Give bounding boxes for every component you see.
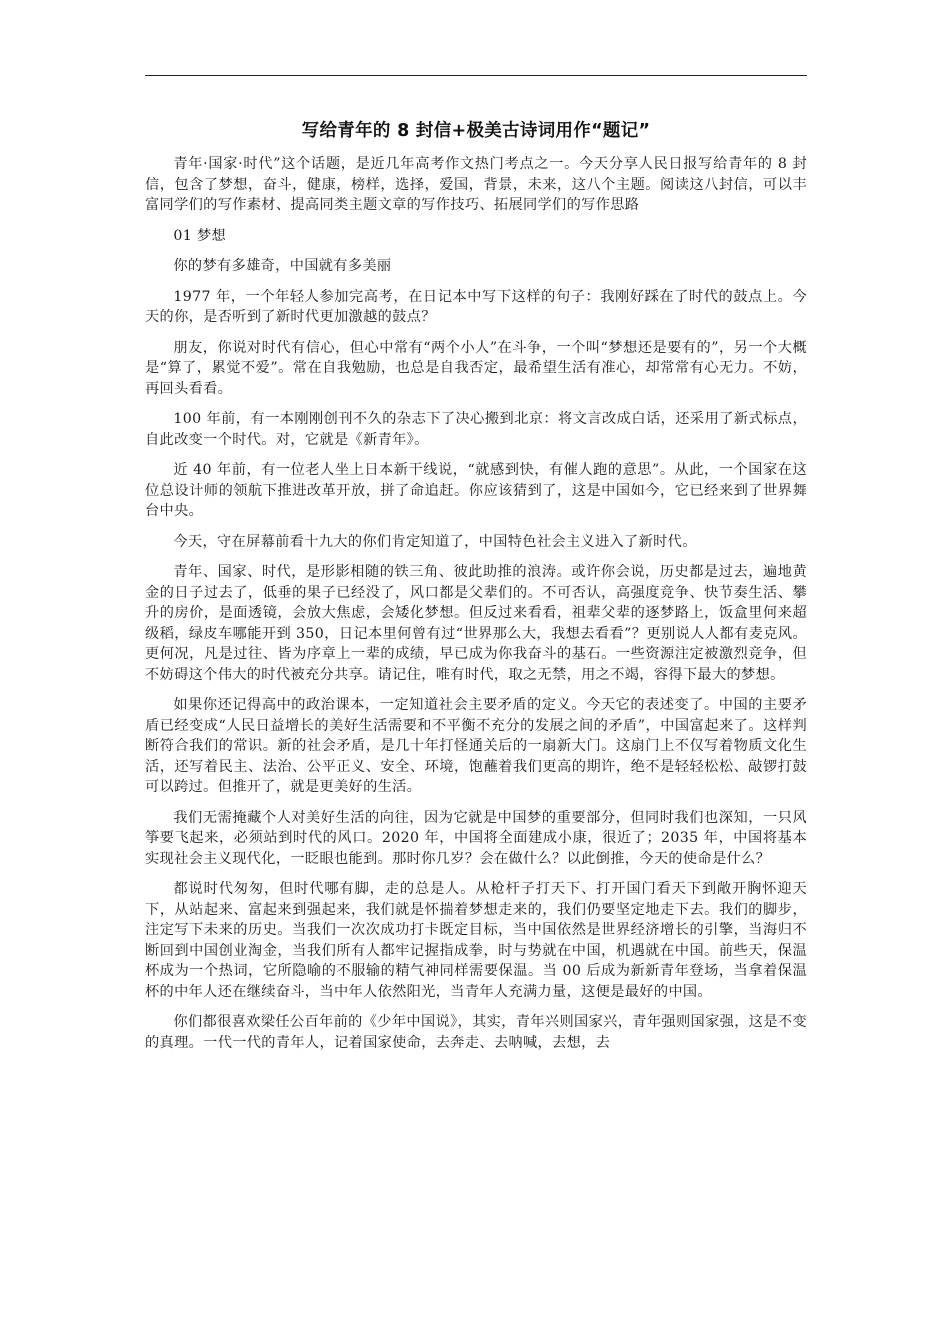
section-heading: 01 梦想 [173, 227, 227, 244]
paragraph: 都说时代匆匆，但时代哪有脚，走的总是人。从枪杆子打天下、打开国门看天下到敞开胸怀迎天下，从站起来、富起来到强起来，我们就是怀揣着梦想走来的，我们仍要坚定地走下去。我们的脚步，注定写下未来的历史。当我们一次次成功打卡既定目标，当中国依然是世界经济增长的引擎，当海归不断回到中国创业淘金，当我们所有人都牢记握指成拳，时与势就在中国，机遇就在中国。前些天，保温杯成为一个热词，它所隐喻的不服输的精气神同样需要保温。当 00 后成为新新青年登场，当拿着保温杯的中年人还在继续奋斗，当中年人依然阳光，当青年人充满力量，这便是最好的中国。 [145, 881, 807, 1000]
paragraph: 我们无需掩藏个人对美好生活的向往，因为它就是中国梦的重要部分，但同时我们也深知，一只风筝要飞起来，必须站到时代的风口。2020 年，中国将全面建成小康，很近了；2035 年，中国将基本实现社会主义现代化，一眨眼也能到。那时你几岁？会在做什么？以此倒推，今天的使命是什么？ [145, 809, 807, 867]
section-subtitle: 你的梦有多雄奇，中国就有多美丽 [173, 258, 392, 274]
paragraph: 100 年前，有一本刚刚创刊不久的杂志下了决心搬到北京：将文言改成白话，还采用了新式标点，自此改变一个时代。对，它就是《新青年》。 [145, 411, 807, 448]
paragraph: 近 40 年前，有一位老人坐上日本新干线说，“就感到快，有催人跑的意思”。从此，一个国家在这位总设计师的领航下推进改革开放，拼了命追赶。你应该猜到了，这是中国如今，它已经来到了世界舞台中央。 [145, 462, 807, 519]
paragraph: 你们都很喜欢梁任公百年前的《少年中国说》，其实，青年兴则国家兴，青年强则国家强，这是不变的真理。一代一代的青年人，记着国家使命，去奔走、去呐喊，去想，去 [145, 1014, 807, 1051]
paragraph: 1977 年，一个年轻人参加完高考，在日记本中写下这样的句子：我刚好踩在了时代的鼓点上。今天的你，是否听到了新时代更加激越的鼓点？ [145, 288, 807, 325]
paragraph-intro: 青年·国家·时代”这个话题，是近几年高考作文热门考点之一。今天分享人民日报写给青年的 8 封信，包含了梦想，奋斗，健康，榜样，选择，爱国，背景，未来，这八个主题。阅读这八封信，可以丰富同学们的写作素材、提高同类主题文章的写作技巧、拓展同学们的写作思路 [145, 156, 807, 213]
paragraph: 今天，守在屏幕前看十九大的你们肯定知道了，中国特色社会主义进入了新时代。 [173, 533, 697, 550]
document-title: 写给青年的 8 封信+极美古诗词用作“题记” [301, 121, 651, 141]
paragraph: 朋友，你说对时代有信心，但心中常有“两个小人”在斗争，一个叫“梦想还是要有的”，另一个大概是“算了，累觉不爱”。常在自我勉励，也总是自我否定，最希望生活有准心，却常常有心无力。不妨，再回头看看。 [145, 339, 807, 397]
document-body [145, 154, 807, 1063]
paragraph: 青年、国家、时代，是形影相随的铁三角、彼此助推的浪涛。或许你会说，历史都是过去，遍地黄金的日子过去了，低垂的果子已经没了，风口都是父辈们的。不可否认，高强度竞争、快节奏生活、攀升的房价，是面透镜，会放大焦虑，会矮化梦想。但反过来看看，祖辈父辈的逐梦路上，饭盒里何来超级稻，绿皮车哪能开到 350，日记本里何曾有过“世界那么大，我想去看看”？更别说人人都有麦克风。更何况，凡是过往、皆为序章上一辈的成绩，早已成为你我奋斗的基石。一些资源注定被激烈竞争，但不妨碍这个伟大的时代被充分共享。请记住，唯有时代，取之无禁，用之不竭，容得下最大的梦想。 [145, 564, 807, 683]
header-rule [145, 75, 807, 76]
paragraph: 如果你还记得高中的政治课本，一定知道社会主要矛盾的定义。今天它的表述变了。中国的主要矛盾已经变成“人民日益增长的美好生活需要和不平衡不充分的发展之间的矛盾”，中国富起来了。这样判断符合我们的常识。新的社会矛盾，是几十年打怪通关后的一扇新大门。这扇门上不仅写着物质文化生活，还写着民主、法治、公平正义、安全、环境，饱蘸着我们更高的期许，绝不是轻轻松松、敲锣打鼓可以跨过。但推开了，就是更美好的生活。 [145, 697, 807, 795]
